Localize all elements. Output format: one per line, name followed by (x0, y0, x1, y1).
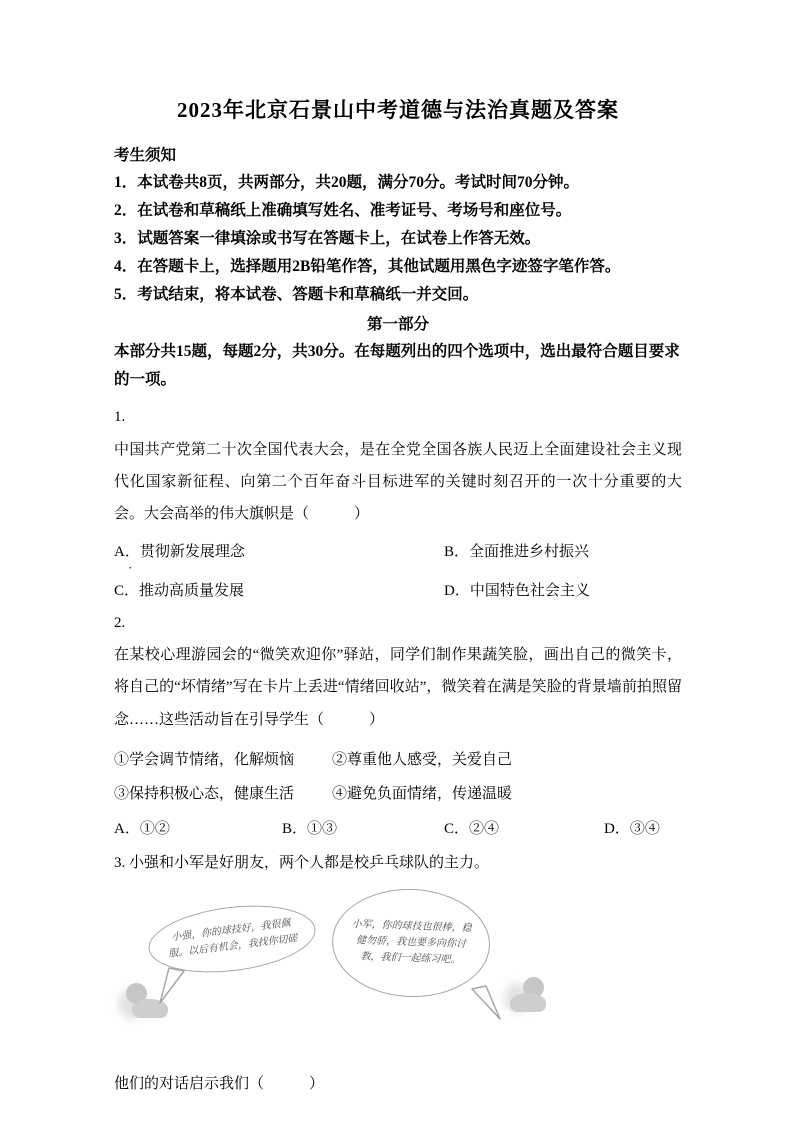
q3-prompt: 他们的对话启示我们（ ） (114, 1076, 325, 1093)
q2-option-c: C．②④ (444, 820, 500, 837)
q1-option-d: D．中国特色社会主义 (444, 582, 590, 599)
q2-option-b: B．①③ (282, 820, 338, 837)
notice-item-1: 1．本试卷共8页，共两部分，共20题，满分70分。考试时间70分钟。 (114, 174, 580, 192)
q2-number: 2. (114, 614, 126, 631)
q1-options-row-2 (114, 579, 682, 600)
page-content (114, 94, 682, 1101)
right-person-shoulder (510, 993, 546, 1012)
q2-option-d: D．③④ (604, 820, 660, 837)
q1-options-row-1 (114, 540, 682, 561)
q1-option-a: A．贯彻新发展理念 (114, 543, 245, 560)
right-speech-text: 小军，你的球技也很棒，稳健勿骄，我也要多向你讨教，我们一起练习吧。 (351, 919, 472, 966)
q2-stem: 在某校心理游园会的“微笑欢迎你”驿站，同学们制作果蔬笑脸，画出自己的微笑卡，将自己的“坏情绪”写在卡片上丢进“情绪回收站”，微笑着在满是笑脸的背景墙前拍照留念……这些活动旨在引导学生（ ） (114, 647, 682, 728)
section-title: 第一部分 (366, 315, 429, 333)
q2-item-4: ④避免负面情绪，传递温暖 (332, 785, 513, 802)
doc-title: 2023年北京石景山中考道德与法治真题及答案 (177, 98, 619, 122)
q1-option-c: C．推动高质量发展 (114, 582, 245, 599)
notice-item-5: 5．考试结束，将本试卷、答题卡和草稿纸一并交回。 (114, 285, 479, 303)
q2-item-1: ①学会调节情绪，化解烦恼 (114, 751, 295, 768)
q2-item-3: ③保持积极心态，健康生活 (114, 785, 295, 802)
q1-number: 1. (114, 409, 126, 426)
section-intro: 本部分共15题，每题2分，共30分。在每题列出的四个选项中，选出最符合题目要求的一项。 (114, 343, 680, 389)
notice-item-2: 2．在试卷和草稿纸上准确填写姓名、准考证号、考场号和座位号。 (114, 202, 572, 220)
q2-item-2: ②尊重他人感受，关爱自己 (332, 751, 513, 768)
right-person-silhouette (510, 977, 546, 1012)
q2-option-a: A．①② (114, 820, 170, 837)
q2-options-row (114, 817, 682, 838)
notice-item-3: 3．试题答案一律填涂或书写在答题卡上，在试卷上作答无效。 (114, 229, 541, 247)
left-speech-text: 小强，你的球技好，我很佩服。以后有机会，我找你切磋 (167, 918, 299, 961)
q1-option-b: B．全面推进乡村振兴 (444, 543, 590, 560)
stray-mark: · (128, 559, 133, 575)
notice-item-4: 4．在答题卡上，选择题用2B铅笔作答，其他试题用黑色字迹签字笔作答。 (114, 257, 621, 275)
dialogue-graphic (114, 887, 682, 1055)
notice-heading: 考生须知 (114, 147, 177, 164)
right-bubble-tail (466, 983, 506, 1025)
q1-stem: 中国共产党第二十次全国代表大会，是在全党全国各族人民迈上全面建设社会主义现代化国家新征程、向第二个百年奋斗目标进军的关键时刻召开的一次十分重要的大会。大会高举的伟大旗帜是（ ） (114, 441, 682, 523)
q2-numbered-items (114, 748, 682, 803)
q3-lead: 3. 小强和小军是好朋友，两个人都是校乒乓球队的主力。 (114, 854, 490, 871)
left-bubble-tail (154, 965, 190, 1007)
